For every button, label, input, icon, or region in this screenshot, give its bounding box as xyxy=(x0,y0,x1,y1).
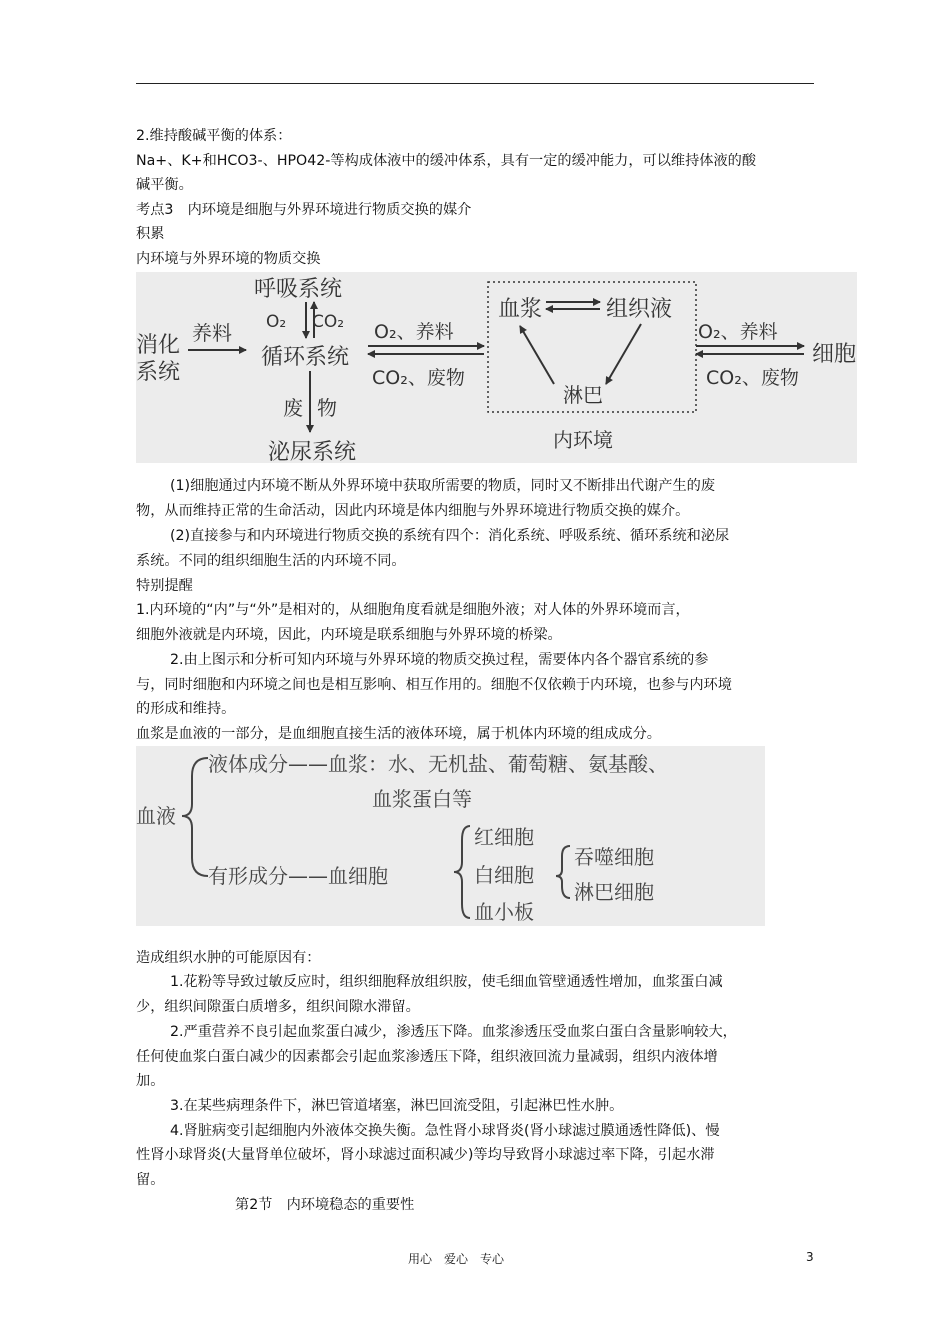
phagocyte-label: 吞噬细胞 xyxy=(574,845,654,869)
text-line: Na+、K+和HCO3-、HPO42-等构成体液中的缓冲体系，具有一定的缓冲能力，可以维持体液的酸 xyxy=(136,153,757,169)
co2-label: CO₂ xyxy=(312,312,345,332)
text-line: 细胞外液就是内环境，因此，内环境是联系细胞与外界环境的桥梁。 xyxy=(136,627,562,643)
formed-part-label: 有形成分——血细胞 xyxy=(208,864,388,888)
text-line: 碱平衡。 xyxy=(136,177,193,193)
nutrients-label: 养料 xyxy=(192,321,232,345)
section-title: 第2节 内环境稳态的重要性 xyxy=(235,1197,415,1213)
text-line: 与，同时细胞和内环境之间也是相互影响、相互作用的。细胞不仅依赖于内环境，也参与内环境 xyxy=(136,677,732,693)
text-line: 任何使血浆白蛋白减少的因素都会引起血浆渗透压下降，组织液回流力量减弱，组织内液体增 xyxy=(136,1049,718,1065)
blood-label: 血液 xyxy=(136,804,176,828)
text-line: 的形成和维持。 xyxy=(136,701,236,717)
topic-heading: 考点3 内环境是细胞与外界环境进行物质交换的媒介 xyxy=(136,202,472,218)
blood-composition-diagram xyxy=(136,746,765,926)
internal-env-label: 内环境 xyxy=(553,428,613,452)
o2-label: O₂ xyxy=(266,312,287,332)
footer-motto: 用心 爱心 专心 xyxy=(408,1252,505,1266)
from-cell-label: CO₂、废物 xyxy=(706,367,799,389)
header-rule xyxy=(136,83,814,84)
urinary-system-label: 泌尿系统 xyxy=(268,440,357,463)
text-line: 系统。不同的组织细胞生活的内环境不同。 xyxy=(136,553,406,569)
text-line: 血浆是血液的一部分，是血细胞直接生活的液体环境，属于机体内环境的组成成分。 xyxy=(136,726,661,742)
text-line: (2)直接参与和内环境进行物质交换的系统有四个：消化系统、呼吸系统、循环系统和泌尿 xyxy=(170,528,730,544)
text-line: 留。 xyxy=(136,1172,165,1188)
rbc-label: 红细胞 xyxy=(474,825,534,849)
plasma-label: 血浆 xyxy=(498,297,543,322)
subheading: 积累 xyxy=(136,226,165,242)
to-cell-label: O₂、养料 xyxy=(698,321,778,343)
page-number: 3 xyxy=(806,1250,814,1264)
tissue-to-lymph-arrow xyxy=(606,324,641,384)
lymph-label: 淋巴 xyxy=(563,383,603,407)
digestive-system-label-1: 消化 xyxy=(136,333,181,358)
tissue-fluid-label: 组织液 xyxy=(606,297,673,322)
text-line: 1.花粉等导致过敏反应时，组织细胞释放组织胺，使毛细血管壁通透性增加，血浆蛋白减 xyxy=(170,974,723,990)
liquid-part-cont-label: 血浆蛋白等 xyxy=(372,787,472,811)
exchange-diagram xyxy=(136,272,857,463)
text-line: 造成组织水肿的可能原因有： xyxy=(136,950,321,966)
blood-brace xyxy=(182,758,208,876)
text-line: 3.在某些病理条件下，淋巴管道堵塞，淋巴回流受阻，引起淋巴性水肿。 xyxy=(170,1098,624,1114)
wbc-label: 白细胞 xyxy=(474,863,534,887)
text-line: 少，组织间隙蛋白质增多，组织间隙水滞留。 xyxy=(136,999,420,1015)
text-line: 1.内环境的“内”与“外”是相对的，从细胞角度看就是细胞外液；对人体的外界环境而言， xyxy=(136,602,690,618)
liquid-part-label: 液体成分——血浆：水、无机盐、葡萄糖、氨基酸、 xyxy=(208,752,668,776)
from-env-label: CO₂、废物 xyxy=(372,367,465,389)
exchange-diagram-svg xyxy=(136,272,857,463)
circulatory-system-label: 循环系统 xyxy=(261,345,350,370)
text-line: 2.由上图示和分析可知内环境与外界环境的物质交换过程，需要体内各个器官系统的参 xyxy=(170,652,709,668)
text-line: 性肾小球肾炎(大量肾单位破坏，肾小球滤过面积减少)等均导致肾小球滤过率下降，引起水滞 xyxy=(136,1147,715,1163)
blood-composition-svg xyxy=(136,746,765,926)
figure-caption: 内环境与外界环境的物质交换 xyxy=(136,251,321,267)
blood-cell-brace xyxy=(454,826,470,918)
wbc-brace xyxy=(556,846,570,898)
lymphocyte-label: 淋巴细胞 xyxy=(574,880,654,904)
cell-label: 细胞 xyxy=(812,342,857,367)
section-heading: 2.维持酸碱平衡的体系： xyxy=(136,128,292,144)
subheading: 特别提醒 xyxy=(136,578,193,594)
text-line: 4.肾脏病变引起细胞内外液体交换失衡。急性肾小球肾炎(肾小球滤过膜通透性降低)、慢 xyxy=(170,1123,720,1139)
to-env-label: O₂、养料 xyxy=(374,321,454,343)
lymph-to-plasma-arrow xyxy=(520,326,554,384)
waste-label-1: 废 xyxy=(283,396,303,420)
text-line: 加。 xyxy=(136,1073,165,1089)
text-line: 2.严重营养不良引起血浆蛋白减少，渗透压下降。血浆渗透压受血浆白蛋白含量影响较大， xyxy=(170,1024,737,1040)
respiratory-system-label: 呼吸系统 xyxy=(254,277,343,302)
text-line: 物，从而维持正常的生命活动，因此内环境是体内细胞与外界环境进行物质交换的媒介。 xyxy=(136,503,690,519)
digestive-system-label-2: 系统 xyxy=(136,360,181,385)
text-line: (1)细胞通过内环境不断从外界环境中获取所需要的物质，同时又不断排出代谢产生的废 xyxy=(170,478,716,494)
platelet-label: 血小板 xyxy=(474,900,534,924)
waste-label-2: 物 xyxy=(317,396,337,420)
